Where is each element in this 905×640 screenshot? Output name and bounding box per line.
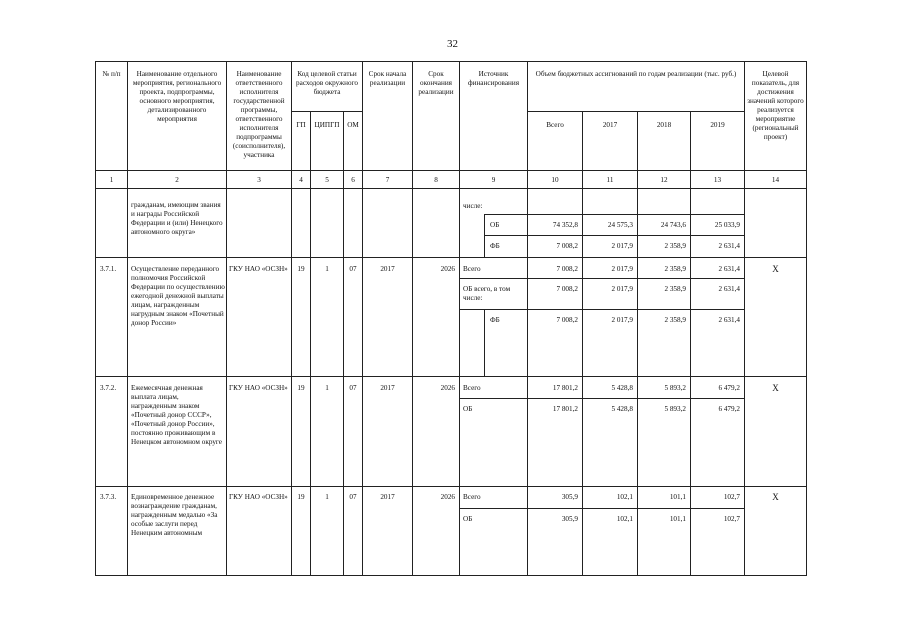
table-border-bottom — [95, 575, 807, 576]
row372-r2-src: ОБ — [463, 405, 473, 413]
src-inner-line-371 — [484, 309, 485, 376]
cont-ob-2017: 24 575,3 — [607, 221, 633, 229]
header-end: Срок окончания реализации — [418, 70, 454, 96]
row373-r1-total: 305,9 — [561, 493, 578, 501]
row371-r2-2018: 2 358,9 — [664, 285, 686, 293]
cont-fb-2018: 2 358,9 — [664, 242, 686, 250]
row373-r2-2017: 102,1 — [616, 515, 633, 523]
row371-r2-src: ОБ всего, в том числе: — [463, 285, 511, 302]
cont-ob-total: 74 352,8 — [552, 221, 578, 229]
row371-top — [95, 257, 807, 258]
row372-om: 07 — [349, 384, 357, 392]
row372-r2-2018: 5 893,2 — [664, 405, 686, 413]
row372-r1-2017: 5 428,8 — [611, 384, 633, 392]
row372-top — [95, 376, 807, 377]
row372-num: 3.7.2. — [100, 384, 117, 392]
row372-r1-total: 17 801,2 — [552, 384, 578, 392]
header-code-gp: ГП — [296, 121, 306, 129]
row373-start: 2017 — [380, 493, 395, 501]
col-line-3 — [226, 61, 227, 576]
cont-fb-2017: 2 017,9 — [611, 242, 633, 250]
row371-divider-1 — [459, 278, 744, 279]
row373-r1-2017: 102,1 — [616, 493, 633, 501]
row371-end: 2026 — [440, 265, 455, 273]
cont-ob-2019: 25 033,9 — [714, 221, 740, 229]
row371-r1-total: 7 008,2 — [556, 265, 578, 273]
header-name: Наименование отдельного мероприятия, регионального проекта, подпрограммы, основного мероприятия, детализированного мероприятия — [132, 70, 222, 123]
row371-r1-2018: 2 358,9 — [664, 265, 686, 273]
header-volume-total: Всего — [546, 121, 564, 129]
row371-exec: ГКУ НАО «ОСЗН» — [229, 265, 288, 273]
row371-r2-total: 7 008,2 — [556, 285, 578, 293]
colnum-9: 9 — [491, 176, 496, 184]
row371-target: Х — [772, 264, 779, 274]
row372-end: 2026 — [440, 384, 455, 392]
row373-exec: ГКУ НАО «ОСЗН» — [229, 493, 288, 501]
row373-gp: 19 — [297, 493, 305, 501]
row373-r2-2019: 102,7 — [723, 515, 740, 523]
row373-r2-2018: 101,1 — [669, 515, 686, 523]
row372-r2-total: 17 801,2 — [552, 405, 578, 413]
src-inner-line-cont — [484, 214, 485, 257]
row371-r3-src: ФБ — [490, 316, 500, 324]
row373-divider — [459, 508, 744, 509]
colnum-7: 7 — [385, 176, 390, 184]
colnum-14: 14 — [771, 176, 780, 184]
row373-r1-2018: 101,1 — [669, 493, 686, 501]
colnum-8: 8 — [434, 176, 438, 184]
header-code-divider — [291, 111, 362, 112]
row371-num: 3.7.1. — [100, 265, 117, 273]
row372-r2-2019: 6 479,2 — [718, 405, 740, 413]
header-bottom — [95, 170, 807, 171]
row373-r1-2019: 102,7 — [723, 493, 740, 501]
header-volume: Объем бюджетных ассигнований по годам реализации (тыс. руб.) — [535, 70, 737, 78]
cont-divider-2 — [484, 235, 744, 236]
cont-divider-1 — [484, 214, 744, 215]
header-start: Срок начала реализации — [368, 70, 407, 87]
header-code-cipgp: ЦИПГП — [314, 121, 340, 129]
colnum-1: 1 — [109, 176, 114, 184]
row373-top — [95, 486, 807, 487]
row372-r2-2017: 5 428,8 — [611, 405, 633, 413]
colnum-11: 11 — [606, 176, 614, 184]
row373-om: 07 — [349, 493, 357, 501]
row372-target: Х — [772, 383, 779, 393]
row372-exec: ГКУ НАО «ОСЗН» — [229, 384, 288, 392]
header-code-om: ОМ — [347, 121, 359, 129]
header-target: Целевой показатель, для достижения значений которого реализуется мероприятие (региональный проект) — [747, 70, 804, 141]
row373-r1-src: Всего — [463, 493, 481, 501]
col-line-2 — [127, 61, 128, 576]
row373-r2-total: 305,9 — [561, 515, 578, 523]
row371-r2-2019: 2 631,4 — [718, 285, 740, 293]
header-num: № п/п — [102, 70, 121, 78]
row373-num: 3.7.3. — [100, 493, 117, 501]
row371-r3-2017: 2 017,9 — [611, 316, 633, 324]
header-source: Источник финансирования — [467, 70, 520, 87]
header-year-2018: 2018 — [656, 121, 672, 129]
row373-end: 2026 — [440, 493, 455, 501]
row371-r3-total: 7 008,2 — [556, 316, 578, 324]
row371-start: 2017 — [380, 265, 395, 273]
header-volume-divider — [527, 111, 744, 112]
row371-r1-src: Всего — [463, 265, 481, 273]
cont-name: гражданам, имеющим звания и награды Российской Федерации и (или) Ненецкого автономного округа» — [131, 201, 223, 236]
header-year-2019: 2019 — [710, 121, 725, 129]
row372-gp: 19 — [297, 384, 305, 392]
row371-r3-2018: 2 358,9 — [664, 316, 686, 324]
row371-divider-2 — [459, 309, 744, 310]
row373-cip: 1 — [325, 493, 329, 501]
colnum-bottom — [95, 188, 807, 189]
table-border-top — [95, 61, 807, 62]
cont-src-fb: ФБ — [490, 242, 500, 250]
colnum-4: 4 — [299, 176, 303, 184]
colnum-12: 12 — [660, 176, 668, 184]
row372-r1-src: Всего — [463, 384, 481, 392]
header-executor: Наименование ответственного исполнителя государственной программы, ответственного исполнителя подпрограммы (соисполнителя), участника — [232, 70, 286, 159]
colnum-5: 5 — [325, 176, 329, 184]
col-line-left — [95, 61, 96, 576]
colnum-6: 6 — [351, 176, 355, 184]
colnum-3: 3 — [257, 176, 261, 184]
row372-divider — [459, 398, 744, 399]
row372-name: Ежемесячная денежная выплата лицам, награжденным знаком «Почетный донор СССР», «Почетный донор России», постоянно проживающим в Ненецком автономном округе — [131, 384, 222, 446]
row371-r3-2019: 2 631,4 — [718, 316, 740, 324]
cont-fb-total: 7 008,2 — [556, 242, 578, 250]
row372-start: 2017 — [380, 384, 395, 392]
row371-om: 07 — [349, 265, 357, 273]
colnum-10: 10 — [551, 176, 559, 184]
row372-r1-2019: 6 479,2 — [718, 384, 740, 392]
page-number: 32 — [447, 38, 458, 50]
row371-gp: 19 — [297, 265, 305, 273]
row373-r2-src: ОБ — [463, 515, 473, 523]
row372-cip: 1 — [325, 384, 329, 392]
cont-src-label: числе: — [463, 202, 483, 210]
cont-fb-2019: 2 631,4 — [718, 242, 740, 250]
row371-name: Осуществление переданного полномочия Российской Федерации по осуществлению ежегодной денежной выплаты лицам, награжденным нагрудным знаком «Почетный донор России» — [131, 265, 225, 327]
row371-cip: 1 — [325, 265, 329, 273]
row372-r1-2018: 5 893,2 — [664, 384, 686, 392]
row373-target: Х — [772, 492, 779, 502]
col-line-9 — [459, 61, 460, 576]
colnum-2: 2 — [175, 176, 179, 184]
colnum-13: 13 — [713, 176, 722, 184]
cont-ob-2018: 24 743,6 — [660, 221, 686, 229]
cont-src-ob: ОБ — [490, 221, 500, 229]
row371-r1-2019: 2 631,4 — [718, 265, 740, 273]
header-year-2017: 2017 — [602, 121, 618, 129]
col-line-right — [806, 61, 807, 576]
row371-r2-2017: 2 017,9 — [611, 285, 633, 293]
row373-name: Единовременное денежное вознаграждение гражданам, награжденным медалью «За особые заслуги перед Ненецким автономным — [131, 493, 218, 537]
header-code: Код целевой статьи расходов окружного бюджета — [296, 70, 358, 96]
row371-r1-2017: 2 017,9 — [611, 265, 633, 273]
